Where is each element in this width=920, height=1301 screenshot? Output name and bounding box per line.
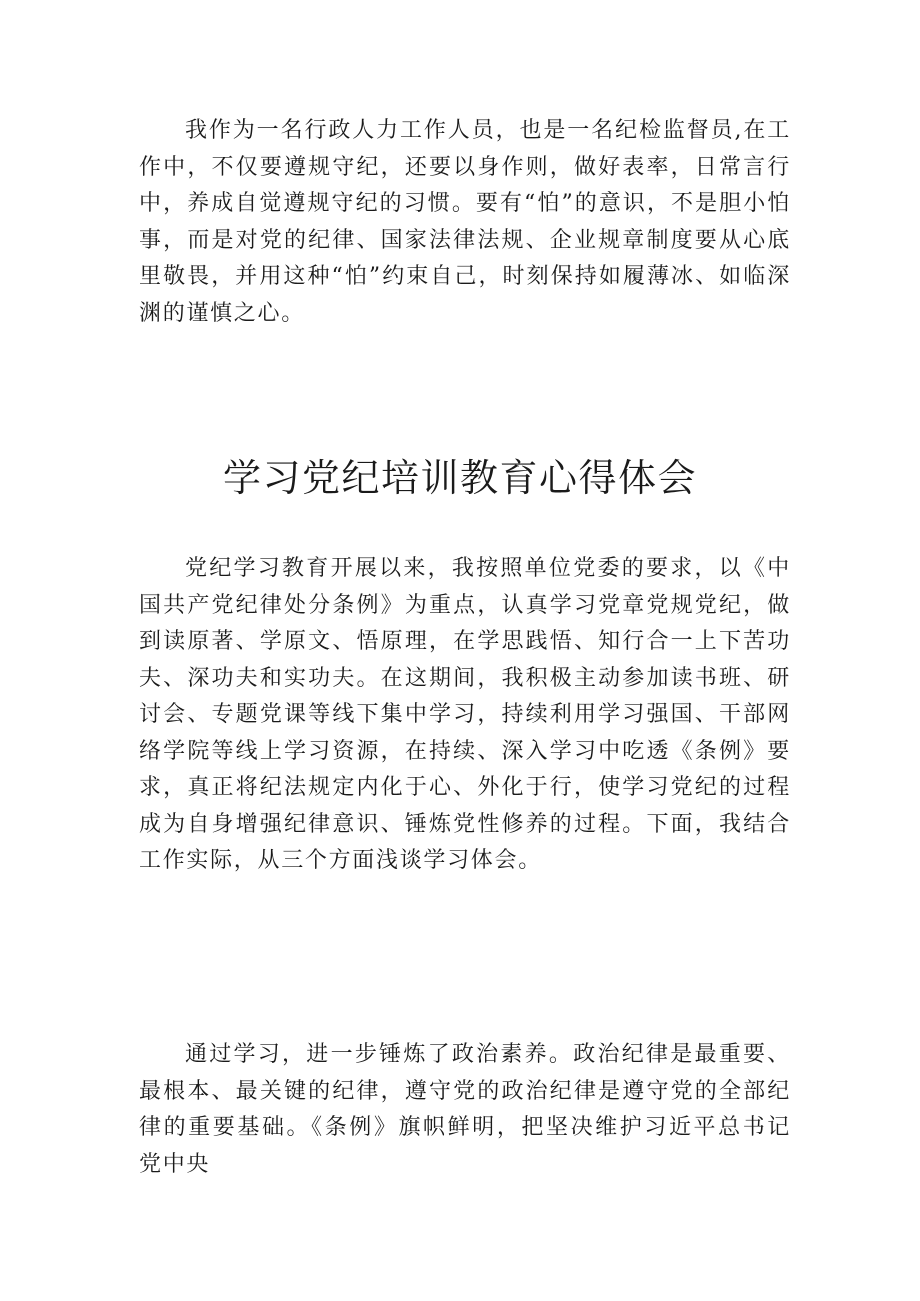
document-title: 学习党纪培训教育心得体会 <box>222 456 697 500</box>
intro-paragraph: 我作为一名行政人力工作人员，也是一名纪检监督员,在工作中，不仅要遵规守纪，还要以身作则，做好表率，日常言行中，养成自觉遵规守纪的习惯。要有“怕”的意识，不是胆小怕事，而是对党的纪律、国家法律法规、企业规章制度要从心底里敬畏，并用这种“怕”约束自己，时刻保持如履薄冰、如临深渊的谨慎之心。 <box>139 118 791 326</box>
body-paragraph-1: 党纪学习教育开展以来，我按照单位党委的要求，以《中国共产党纪律处分条例》为重点，认真学习党章党规党纪，做到读原著、学原文、悟原理，在学思践悟、知行合一上下苦功夫、深功夫和实功夫。在这期间，我积极主动参加读书班、研讨会、专题党课等线下集中学习，持续利用学习强国、干部网络学院等线上学习资源，在持续、深入学习中吃透《条例》要求，真正将纪法规定内化于心、外化于行，使学习党纪的过程成为自身增强纪律意识、锤炼党性修养的过程。下面，我结合工作实际，从三个方面浅谈学习体会。 <box>139 556 791 873</box>
body-paragraph-2: 通过学习，进一步锤炼了政治素养。政治纪律是最重要、最根本、最关键的纪律，遵守党的政治纪律是遵守党的全部纪律的重要基础。《条例》旗帜鲜明，把坚决维护习近平总书记党中央 <box>139 1042 791 1177</box>
